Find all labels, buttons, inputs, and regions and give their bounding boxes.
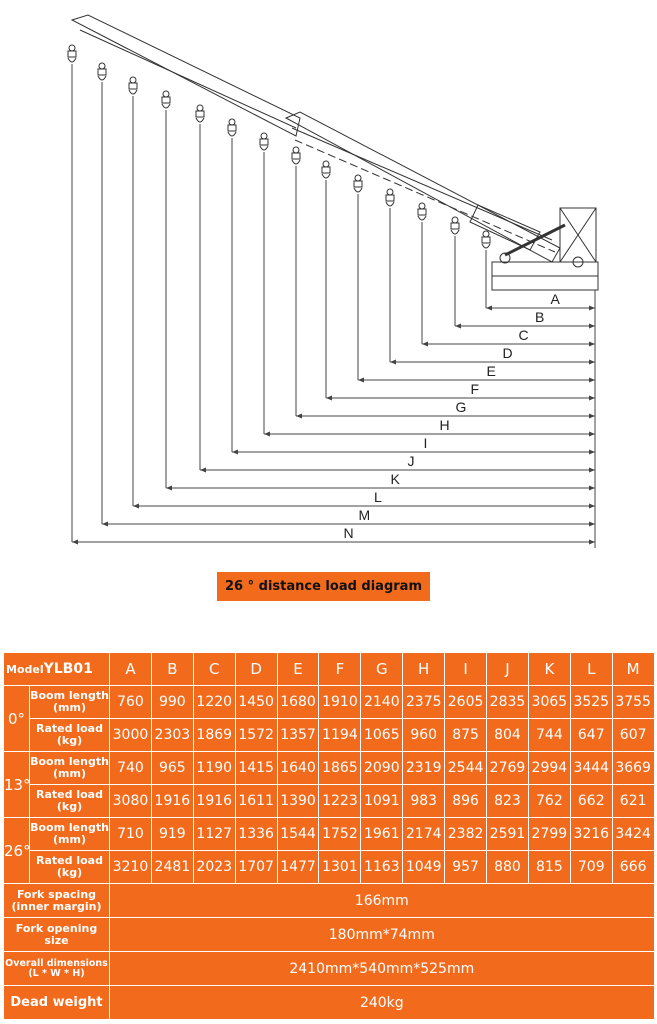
column-header: K	[528, 653, 570, 686]
hook-icon	[451, 217, 459, 234]
dimension-letter: C	[518, 327, 529, 343]
dimension-letter: K	[390, 471, 400, 487]
rated-load-value: 1223	[319, 785, 361, 818]
spec-value: 180mm*74mm	[110, 918, 655, 952]
spec-value: 166mm	[110, 884, 655, 918]
hooks	[68, 45, 490, 248]
boom-length-value: 2544	[445, 752, 487, 785]
rated-load-value: 1572	[235, 719, 277, 752]
dimension-letter: H	[439, 417, 450, 433]
column-header: M	[612, 653, 654, 686]
boom-length-value: 3216	[570, 818, 612, 851]
rated-load-value: 3080	[110, 785, 152, 818]
rated-load-value: 1611	[235, 785, 277, 818]
angle-cell: 13°	[4, 752, 30, 818]
rated-load-value: 1707	[235, 851, 277, 884]
rated-load-value: 3210	[110, 851, 152, 884]
spec-row	[4, 884, 655, 918]
rated-load-value: 607	[612, 719, 654, 752]
boom-length-value: 3669	[612, 752, 654, 785]
boom-length-value: 710	[110, 818, 152, 851]
rated-load-value: 3000	[110, 719, 152, 752]
angle-cell: 0°	[4, 686, 30, 752]
rated-load-value: 2023	[193, 851, 235, 884]
rated-load-value: 709	[570, 851, 612, 884]
boom-length-value: 1640	[277, 752, 319, 785]
rated-load-value: 1065	[361, 719, 403, 752]
rated-load-row	[4, 851, 655, 884]
boom-length-value: 2382	[445, 818, 487, 851]
hook-icon	[292, 147, 300, 164]
hook-icon	[418, 203, 426, 220]
hook-icon	[98, 63, 106, 80]
dimension-letter: G	[455, 399, 467, 415]
model-label: Model	[6, 663, 44, 676]
boom-length-value: 3525	[570, 686, 612, 719]
rated-load-label: Rated load (kg)	[30, 785, 110, 818]
boom-length-value: 2591	[487, 818, 529, 851]
boom-length-row	[4, 686, 655, 719]
boom-length-value: 1127	[193, 818, 235, 851]
rated-load-label: Rated load (kg)	[30, 851, 110, 884]
boom-length-value: 919	[151, 818, 193, 851]
rated-load-value: 662	[570, 785, 612, 818]
boom-length-value: 1961	[361, 818, 403, 851]
boom-length-value: 3424	[612, 818, 654, 851]
boom-length-value: 1544	[277, 818, 319, 851]
boom-length-row	[4, 752, 655, 785]
column-header: B	[151, 653, 193, 686]
boom-length-value: 1752	[319, 818, 361, 851]
boom-length-value: 2769	[487, 752, 529, 785]
rated-load-value: 1091	[361, 785, 403, 818]
boom-length-value: 1450	[235, 686, 277, 719]
rated-load-value: 804	[487, 719, 529, 752]
rated-load-value: 880	[487, 851, 529, 884]
rated-load-value: 1869	[193, 719, 235, 752]
rated-load-value: 957	[445, 851, 487, 884]
rated-load-value: 666	[612, 851, 654, 884]
rated-load-value: 647	[570, 719, 612, 752]
diagram-caption: 26 ° distance load diagram	[217, 572, 430, 601]
boom-length-value: 740	[110, 752, 152, 785]
dimension-letter: F	[470, 381, 480, 397]
rated-load-value: 744	[528, 719, 570, 752]
dimension-letter: M	[358, 507, 371, 523]
boom-length-value: 2090	[361, 752, 403, 785]
boom-length-row	[4, 818, 655, 851]
rated-load-row	[4, 785, 655, 818]
spec-row	[4, 918, 655, 952]
rated-load-value: 1916	[193, 785, 235, 818]
boom-length-value: 760	[110, 686, 152, 719]
boom-length-value: 2835	[487, 686, 529, 719]
rated-load-value: 815	[528, 851, 570, 884]
spec-row	[4, 952, 655, 986]
boom-length-label: Boom length (mm)	[30, 752, 110, 785]
rated-load-row	[4, 719, 655, 752]
boom-length-value: 2994	[528, 752, 570, 785]
boom-structure	[72, 15, 598, 290]
rated-load-value: 2303	[151, 719, 193, 752]
spec-value: 2410mm*540mm*525mm	[110, 952, 655, 986]
rated-load-value: 1049	[403, 851, 445, 884]
dimension-letter: J	[407, 453, 415, 469]
hook-icon	[68, 45, 76, 62]
hook-icon	[129, 77, 137, 94]
rated-load-value: 896	[445, 785, 487, 818]
dimension-letter: I	[423, 435, 428, 451]
rated-load-value: 762	[528, 785, 570, 818]
column-header: F	[319, 653, 361, 686]
rated-load-value: 875	[445, 719, 487, 752]
dimension-letter: N	[343, 525, 354, 541]
column-header: E	[277, 653, 319, 686]
boom-length-value: 2605	[445, 686, 487, 719]
boom-length-value: 1415	[235, 752, 277, 785]
dimension-letter: B	[535, 309, 545, 325]
rated-load-value: 1194	[319, 719, 361, 752]
header-row	[4, 653, 655, 686]
dimension-lines	[72, 64, 595, 548]
dimension-letter: D	[502, 345, 513, 361]
column-header: J	[487, 653, 529, 686]
column-header: H	[403, 653, 445, 686]
boom-length-value: 3755	[612, 686, 654, 719]
rated-load-value: 1301	[319, 851, 361, 884]
column-header: A	[110, 653, 152, 686]
boom-length-value: 990	[151, 686, 193, 719]
boom-length-value: 3065	[528, 686, 570, 719]
rated-load-label: Rated load (kg)	[30, 719, 110, 752]
hook-icon	[228, 119, 236, 136]
hook-icon	[322, 161, 330, 178]
rated-load-value: 2481	[151, 851, 193, 884]
column-header: G	[361, 653, 403, 686]
rated-load-value: 1357	[277, 719, 319, 752]
dimension-letter: L	[374, 489, 382, 505]
rated-load-value: 983	[403, 785, 445, 818]
rated-load-value: 1477	[277, 851, 319, 884]
column-header: I	[445, 653, 487, 686]
boom-length-value: 2319	[403, 752, 445, 785]
rated-load-value: 1163	[361, 851, 403, 884]
angle-cell: 26°	[4, 818, 30, 884]
boom-length-value: 1220	[193, 686, 235, 719]
spec-table	[3, 652, 655, 1020]
rated-load-value: 1390	[277, 785, 319, 818]
hook-icon	[386, 189, 394, 206]
rated-load-value: 621	[612, 785, 654, 818]
dimension-letter: A	[550, 291, 560, 307]
model-value: YLB01	[43, 661, 93, 677]
spec-label: Fork opening size	[4, 918, 110, 952]
rated-load-value: 960	[403, 719, 445, 752]
spec-row	[4, 986, 655, 1020]
spec-label: Fork spacing (inner margin)	[4, 884, 110, 918]
boom-length-value: 2799	[528, 818, 570, 851]
boom-length-value: 1336	[235, 818, 277, 851]
boom-length-value: 965	[151, 752, 193, 785]
rated-load-value: 823	[487, 785, 529, 818]
hook-icon	[162, 91, 170, 108]
boom-length-label: Boom length (mm)	[30, 818, 110, 851]
spec-label: Dead weight	[4, 986, 110, 1020]
hook-icon	[482, 231, 490, 248]
dimension-letter: E	[486, 363, 496, 379]
boom-length-value: 1910	[319, 686, 361, 719]
model-cell	[4, 653, 110, 686]
hook-icon	[196, 105, 204, 122]
boom-length-value: 2174	[403, 818, 445, 851]
spec-value: 240kg	[110, 986, 655, 1020]
boom-length-label: Boom length (mm)	[30, 686, 110, 719]
boom-length-value: 1190	[193, 752, 235, 785]
column-header: L	[570, 653, 612, 686]
column-header: C	[193, 653, 235, 686]
column-header: D	[235, 653, 277, 686]
rated-load-value: 1916	[151, 785, 193, 818]
boom-length-value: 1680	[277, 686, 319, 719]
boom-length-value: 3444	[570, 752, 612, 785]
boom-length-value: 2375	[403, 686, 445, 719]
hook-icon	[354, 175, 362, 192]
spec-label: Overall dimensions (L * W * H)	[4, 952, 110, 986]
boom-length-value: 2140	[361, 686, 403, 719]
hook-icon	[260, 133, 268, 150]
boom-length-value: 1865	[319, 752, 361, 785]
